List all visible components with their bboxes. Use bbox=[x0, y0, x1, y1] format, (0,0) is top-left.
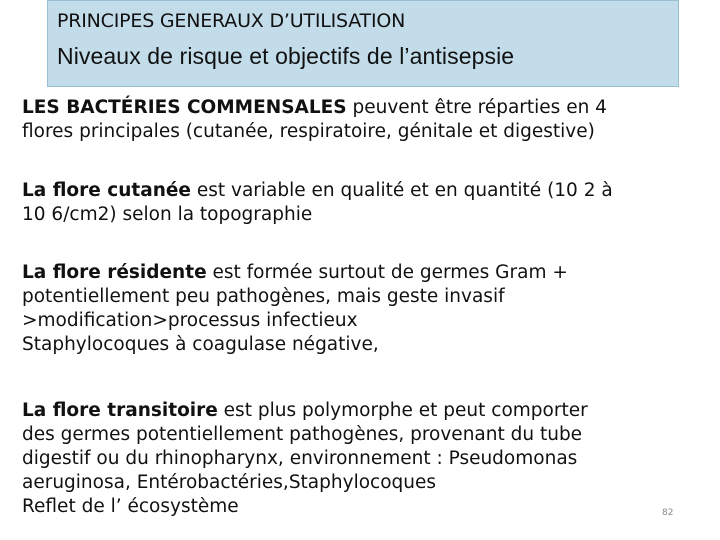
title-banner bbox=[47, 0, 679, 87]
paragraph-lead: La flore cutanée bbox=[22, 180, 191, 201]
paragraph-line: 10 6/cm2) selon la topographie bbox=[22, 204, 313, 225]
paragraph-line: peuvent être réparties en 4 bbox=[346, 97, 607, 118]
paragraph-lead: LES BACTÉRIES COMMENSALES bbox=[22, 97, 347, 118]
paragraph-line: est formée surtout de germes Gram + bbox=[206, 262, 568, 283]
slide-title: PRINCIPES GENERAUX D’UTILISATION bbox=[57, 10, 406, 32]
paragraph-line: potentiellement peu pathogènes, mais geste invasif bbox=[22, 286, 505, 307]
paragraph-line: des germes potentiellement pathogènes, provenant du tube bbox=[22, 424, 583, 445]
paragraph-line: Reflet de l’ écosystème bbox=[22, 496, 239, 517]
paragraph-line: >modification>processus infectieux bbox=[22, 310, 358, 331]
paragraph-line: aeruginosa, Entérobactéries,Staphylocoques bbox=[22, 472, 437, 493]
paragraph-commensal-bacteria bbox=[22, 96, 712, 144]
paragraph-transient-flora bbox=[22, 399, 712, 519]
paragraph-line: est variable en qualité et en quantité (10 2 à bbox=[190, 180, 613, 201]
paragraph-line: Staphylocoques à coagulase négative, bbox=[22, 334, 379, 355]
paragraph-line: flores principales (cutanée, respiratoire, génitale et digestive) bbox=[22, 121, 595, 142]
page-number: 82 bbox=[662, 508, 674, 518]
paragraph-line: est plus polymorphe et peut comporter bbox=[217, 400, 588, 421]
paragraph-skin-flora bbox=[22, 179, 712, 227]
paragraph-lead: La flore résidente bbox=[22, 262, 207, 283]
paragraph-resident-flora bbox=[22, 261, 712, 357]
paragraph-line: digestif ou du rhinopharynx, environnement : Pseudomonas bbox=[22, 448, 578, 469]
paragraph-lead: La flore transitoire bbox=[22, 400, 218, 421]
slide-subtitle: Niveaux de risque et objectifs de l’antisepsie bbox=[57, 43, 515, 69]
